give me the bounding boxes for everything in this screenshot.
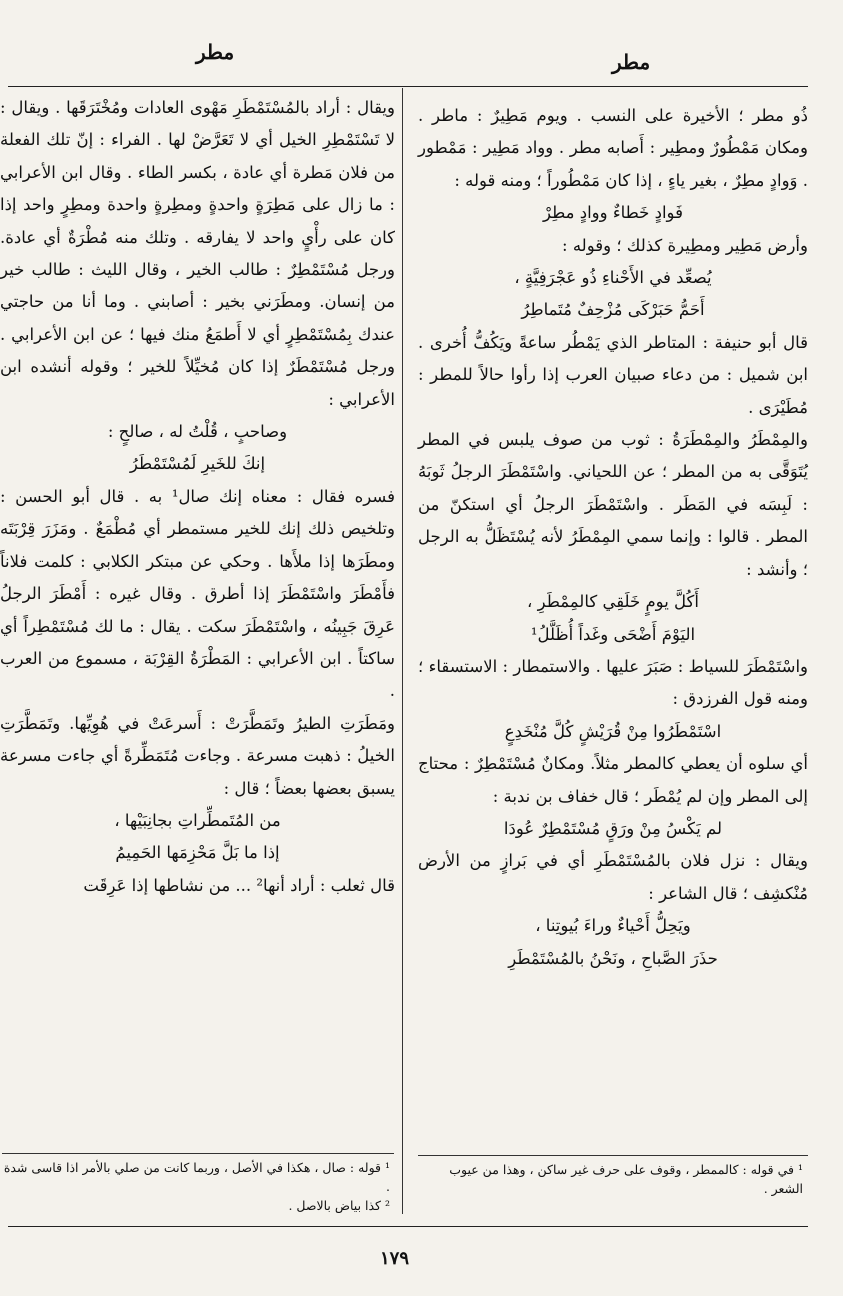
verse-line: إنكَ للخَيرِ لَمُسْتَمْطَرُ [129,454,266,474]
paragraph: ويقال : نزل فلان بالمُسْتَمْطَرِ أي في بَرازٍ من الأرض مُنْكشِف ؛ قال الشاعر : [418,851,808,903]
paragraph: ومَطَرَتِ الطيرُ وتَمَطَّرَتْ : أَسرعَتْ في هُوِيِّها. وتَمَطَّرَتِ الخيلُ : ذهبت مسرعة . وجاءت مُتَمَطِّرةً أي جاءت مسرعة يسبق بعضها بعضاً ؛ قال : [0,713,395,798]
paragraph: قال ثعلب : أراد أنها² ... من نشاطها إذا عَرِقَت [83,875,395,895]
footer-rule [8,1226,808,1227]
paragraph: قال أبو حنيفة : المتاطر الذي يَمْطُر ساعةً ويَكُفُّ أُخرى . ابن شميل : من دعاء صبيان العرب إذا رأوا حالاً للمطر : مُطَيْرَى . [418,332,808,417]
verse-line: من المُتَمطِّراتِ بجانِبَيْها ، [114,810,281,830]
verse-line: اليَوْمَ أَضْحَى وغَداً أُظَلَّلُ¹ [530,624,696,644]
footnote: ² كذا بياض بالاصل . [288,1198,390,1213]
paragraph: وأرض مَطِير ومطِيرة كذلك ؛ وقوله : [562,235,808,255]
verse-line: حذَرَ الصَّباحِ ، ونَحْنُ بالمُسْتَمْطَرِ [508,948,718,968]
footnote: ¹ في قوله : كالممطر ، وقوف على حرف غير ساكن ، وهذا من عيوب الشعر . [449,1162,803,1196]
paragraph: ذُو مطر ؛ الأخيرة على النسب . ويوم مَطِيرٌ : ماطر . ومكان مَمْطُورٌ ومطِير : أَصابه مطر . وواد مَطِير : مَمْطور . وَوادٍ مطِرٌ ، بغير ياءٍ ، إذا كان مَمْطُوراً ؛ ومنه قوله : [418,106,808,190]
verse-line: فَوادٍ خَطاءٌ ووادٍ مطِرْ [543,203,683,223]
verse-line: وصاحبٍ ، قُلْتُ له ، صالحٍ : [107,422,288,442]
verse-line: لم يَكْسُ مِنْ ورَقٍ مُسْتَمْطِرٌ عُودَا [503,818,723,838]
footnotes-left [0,1158,390,1215]
column-divider [402,88,403,1214]
verse-line: أَكُلَّ يومٍ خَلَقِي كالمِمْطَرِ ، [527,592,699,612]
running-header-left: مطر [196,40,235,64]
left-column [0,92,395,902]
right-column [418,100,808,975]
running-header-right: مطر [612,50,651,74]
footnotes-right [418,1160,803,1198]
paragraph: أي سلوه أن يعطي كالمطر مثلاً. ومكانٌ مُسْتَمْطِرٌ : محتاج إلى المطر وإن لم يُمْطَر ؛ قال خفاف بن ندبة : [418,754,808,806]
verse-line: ويَحِلُّ أَحْياءٌ وراءَ بُيوتِنا ، [535,916,691,936]
paragraph: ويقال : أراد بالمُسْتَمْطَرِ مَهْوى العادات ومُخْتَرَقَها . ويقال : لا تَسْتَمْطِرِ الخيل أي لا تَعَرَّضْ لها . الفراء : إنّ تلك الفعلة من فلان مَطرة أي عادة ، بكسر الطاء . وقال ابن الأعرابي : ما زال على مَطِرَةٍ واحدةٍ ومطِرةٍ واحدة ومطِرٍ واحد إذا كان على رأْيٍ واحد لا يفارقه . وتلك منه مُطْرَةٌ أي عادة. ورجل مُسْتَمْطِرٌ : طالب الخير ، وقال الليث : طالب خير من إنسان. ومطَرَني بخير : أصابني . وما أنا من حاجتي عندك بِمُسْتَمْطِرٍ أي لا أَطمَعُ منك فيها ؛ عن ابن الأعرابي . ورجل مُسْتَمْطَرٌ إذا كان مُخيِّلاً للخير ؛ وقوله أنشده ابن الأعرابي : [0,98,395,409]
footnote-rule-right [418,1155,808,1156]
header-rule [8,86,808,87]
footnote: ¹ قوله : صال ، هكذا في الأصل ، وربما كانت من صلي بالأمر اذا قاسى شدة . [3,1160,390,1194]
paragraph: والمِمْطَرُ والمِمْطَرَةُ : ثوب من صوف يلبس في المطر يُتَوَقَّى به من المطر ؛ عن اللحياني. واسْتَمْطَرَ الرجلُ ثَوبَهُ : لَبِسَه في المَطَر . واسْتَمْطَرَ الرجلُ أي استكنّ من المطر . قالوا : وإنما سمي المِمْطَرُ لأنه يُسْتَظَلُّ به الرجل ؛ وأنشد : [418,430,808,579]
verse-line: أَحَمُّ حَبَرْكَى مُزْحِفٌ مُتَماطِرُ [521,300,705,320]
verse-line: إذا ما بَلَّ مَحْزِمَها الحَمِيمُ [115,843,280,863]
verse-line: اسْتَمْطَرُوا مِنْ قُرَيْشٍ كُلَّ مُنْخَدِعٍ [504,721,722,741]
paragraph: فسره فقال : معناه إنك صال¹ به . قال أبو الحسن : وتلخيص ذلك إنك للخير مستمطر أي مُطْمَعٌ . ومَزَرَ قِرْبَتَه ومطَرَها إذا ملأَها . وحكي عن مبتكر الكلابي : كلمت فلاناً فأَمْطَرَ واسْتَمْطَرَ إذا أطرق . وقال غيره : أَمْطَرَ الرجلُ عَرِقَ جَبِينُه ، واسْتَمْطَرَ سكت . يقال : ما لك مُسْتَمْطِراً أي ساكتاً . ابن الأعرابي : المَطْرَةُ القِرْبَة ، مسموع من العرب . [0,486,396,701]
paragraph: واسْتَمْطَرَ للسياط : صَبَرَ عليها . والاستمطار : الاستسقاء ؛ ومنه قول الفرزدق : [418,656,808,709]
page-number: ١٧٩ [380,1248,410,1269]
footnote-rule-left [2,1153,394,1154]
verse-line: يُصعِّد في الأَحْناءِ ذُو عَجْرَفِيَّةٍ ، [514,268,712,288]
